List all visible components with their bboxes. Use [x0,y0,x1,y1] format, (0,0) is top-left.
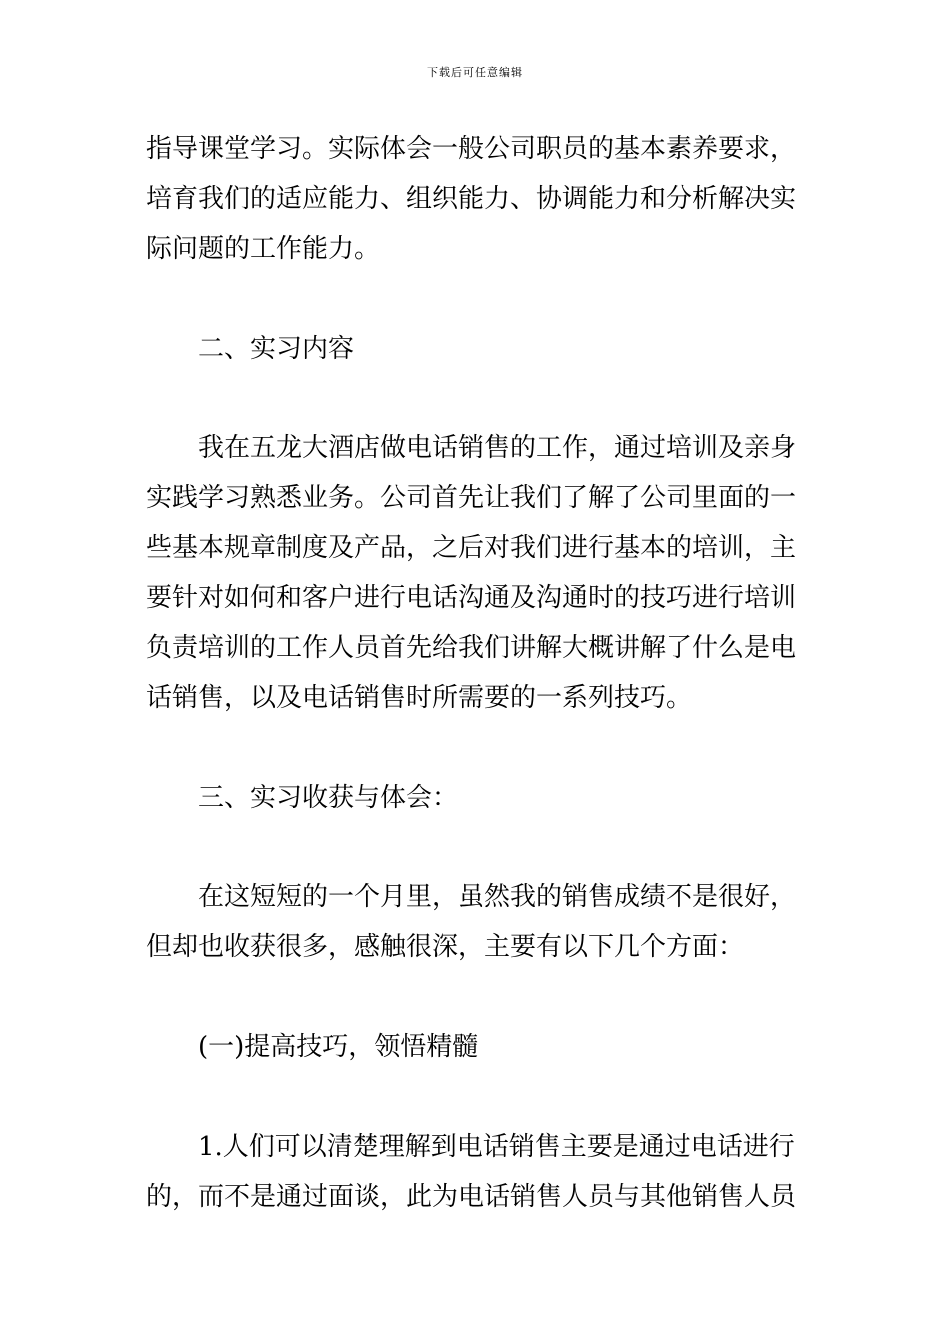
subsection-heading: (一)提高技巧，领悟精髓 [198,1032,479,1062]
text-line: 在这短短的一个月里，虽然我的销售成绩不是很好， [198,882,797,912]
text-line: 些基本规章制度及产品，之后对我们进行基本的培训，主 [146,533,797,563]
text-line: 1.人们可以清楚理解到电话销售主要是通过电话进行 [198,1132,795,1162]
section-heading: 二、实习内容 [198,334,355,364]
text-line: 的，而不是通过面谈，此为电话销售人员与其他销售人员 [146,1182,797,1212]
page-header: 下载后可任意编辑 [427,66,523,79]
text-line: 指导课堂学习。实际体会一般公司职员的基本素养要求， [146,134,797,164]
text-line: 负责培训的工作人员首先给我们讲解大概讲解了什么是电 [146,633,797,663]
text-line: 我在五龙大酒店做电话销售的工作，通过培训及亲身 [198,433,797,463]
text-line: 实践学习熟悉业务。公司首先让我们了解了公司里面的一 [146,483,797,513]
text-line: 际问题的工作能力。 [146,234,381,264]
text-line: 要针对如何和客户进行电话沟通及沟通时的技巧进行培训 [146,583,797,613]
section-heading: 三、实习收获与体会： [198,783,459,813]
text-line: 但却也收获很多，感触很深，主要有以下几个方面： [146,932,745,962]
text-line: 话销售，以及电话销售时所需要的一系列技巧。 [146,683,693,713]
text-line: 培育我们的适应能力、组织能力、协调能力和分析解决实 [146,184,797,214]
